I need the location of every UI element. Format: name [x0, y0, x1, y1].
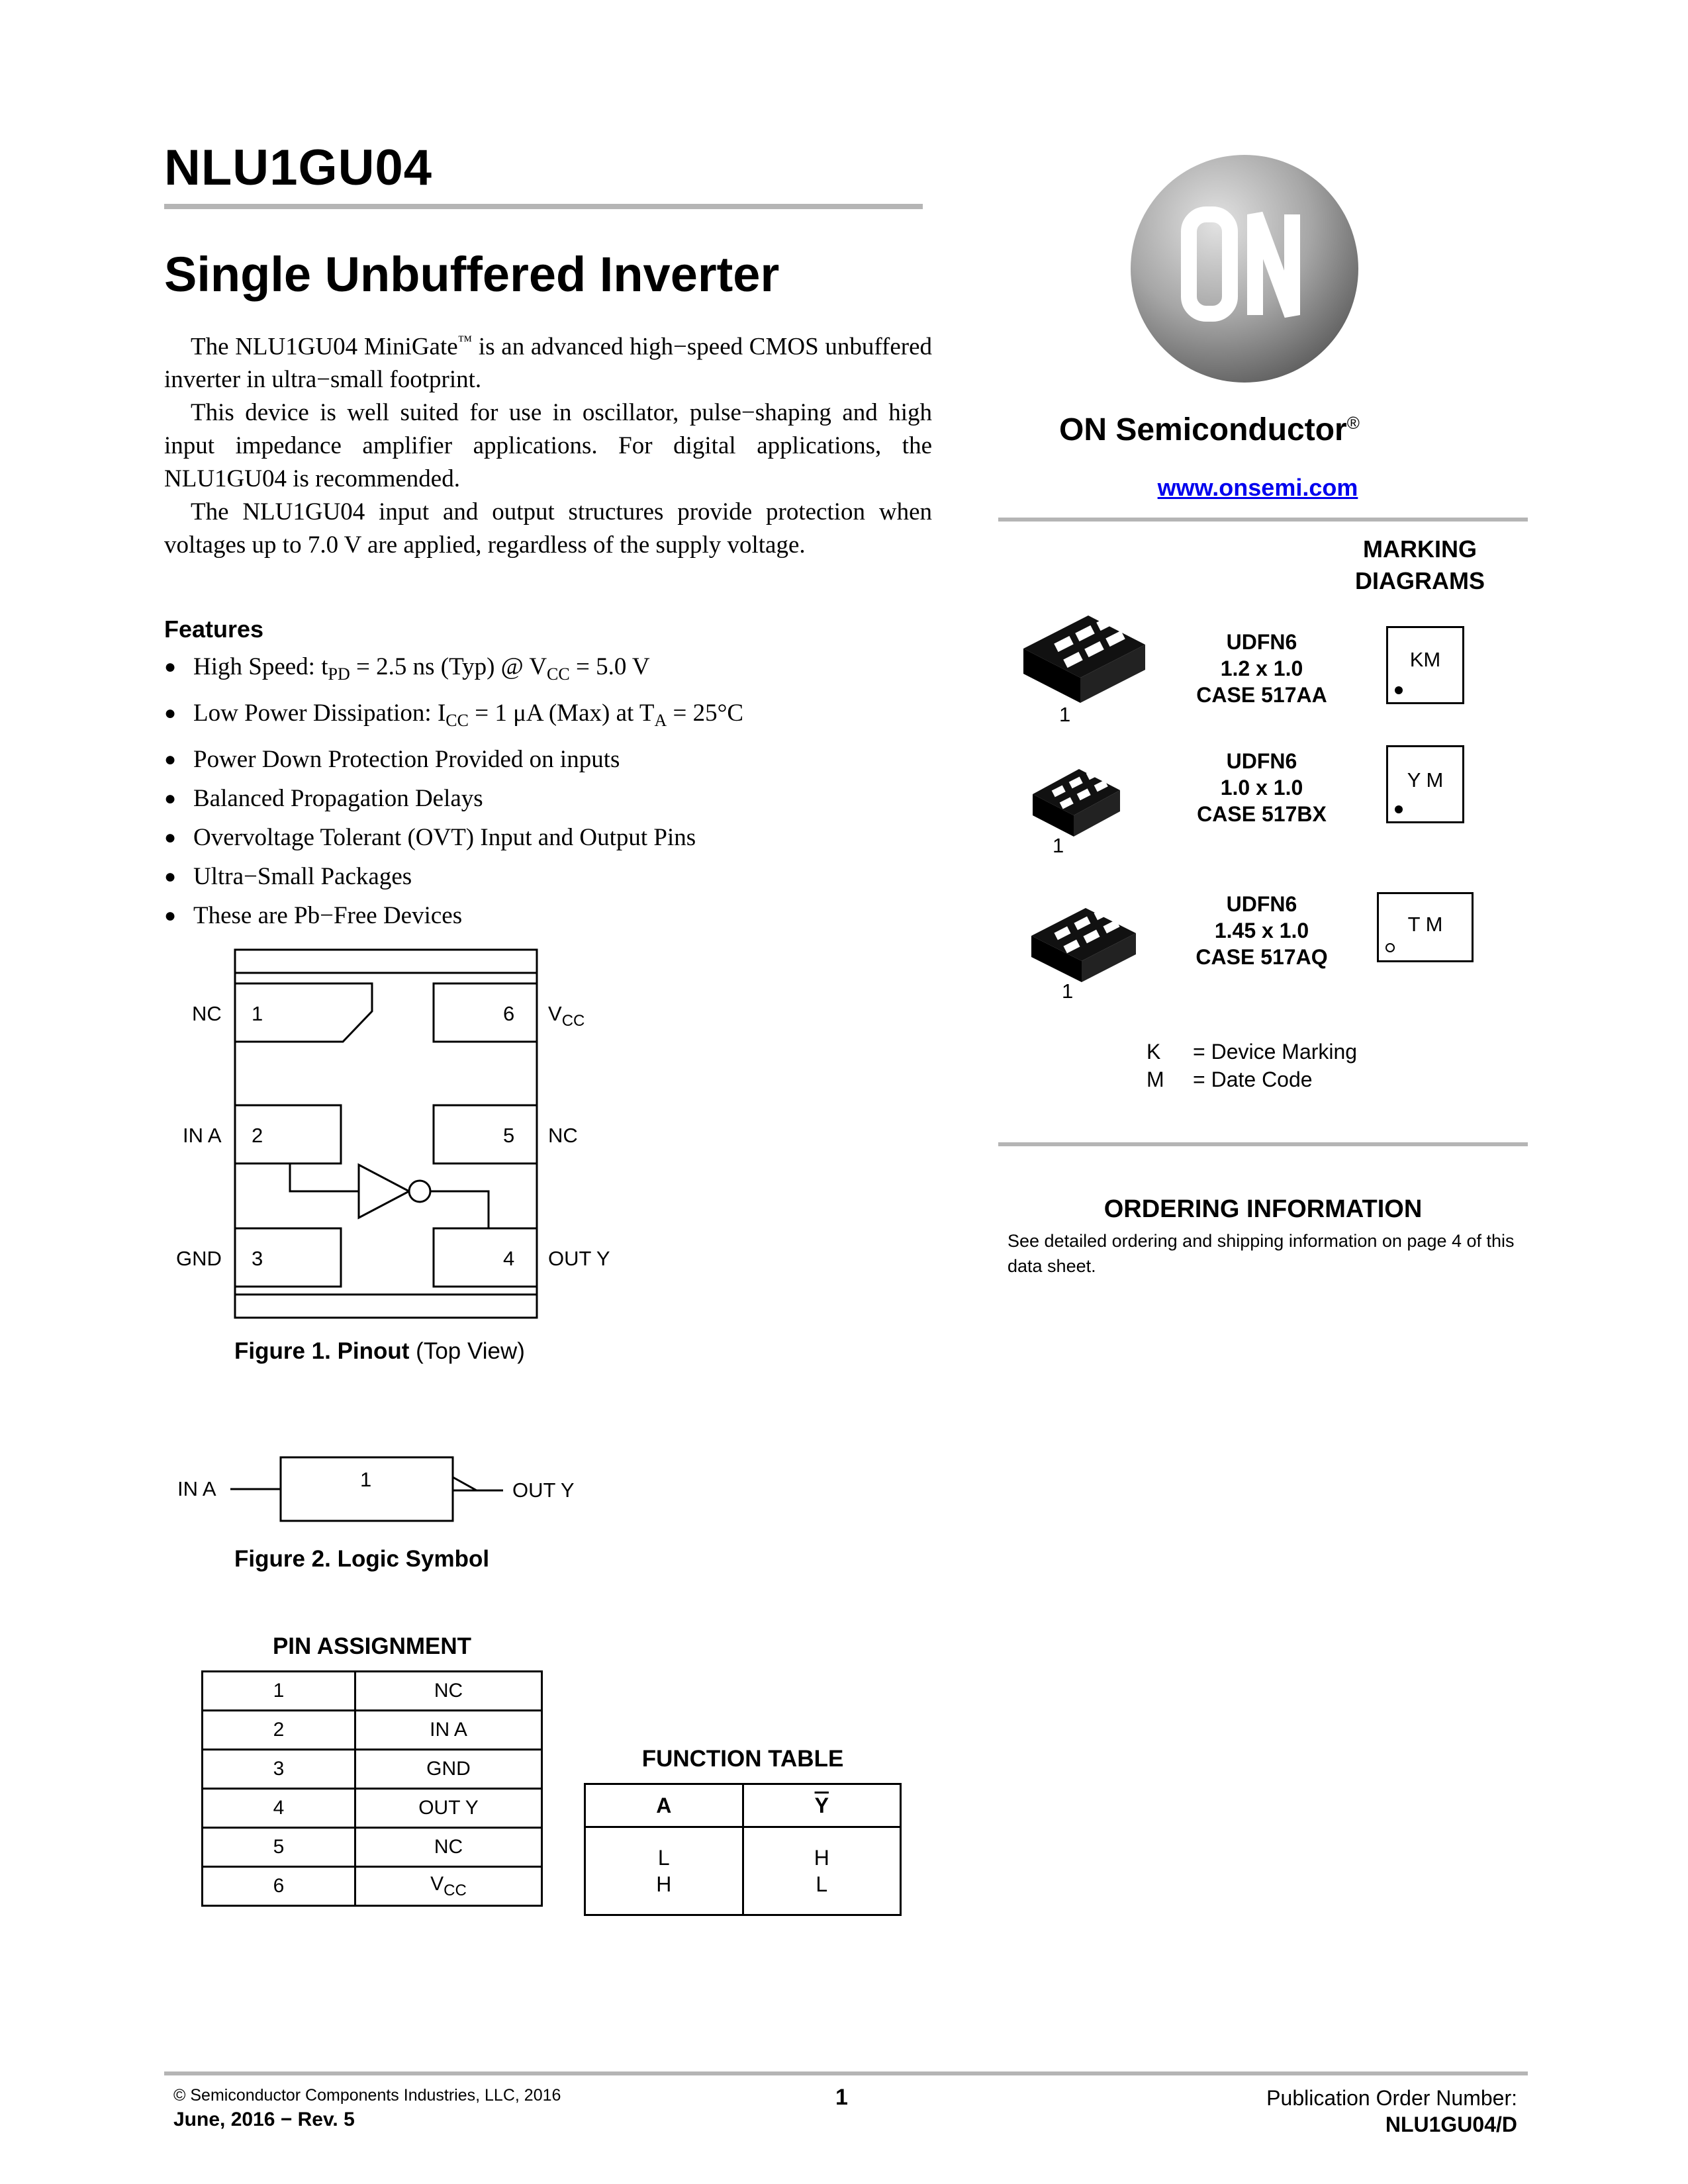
- figure-2-caption: Figure 2. Logic Symbol: [234, 1546, 490, 1572]
- pin-number-6: 6: [503, 1002, 515, 1025]
- input-wire: [290, 1163, 359, 1191]
- pin-assignment-table: [201, 1670, 543, 1907]
- features-heading: Features: [164, 615, 264, 643]
- list-item: ● Overvoltage Tolerant (OVT) Input and Output Pins: [164, 818, 743, 857]
- list-item: ● Ultra−Small Packages: [164, 857, 743, 896]
- header-divider: [164, 204, 923, 209]
- table-header-row: A $\overline{Y}$: [585, 1784, 901, 1827]
- on-logo: [1125, 150, 1364, 388]
- right-divider-1: [998, 518, 1528, 522]
- revision-date: June, 2016 − Rev. 5: [173, 2109, 355, 2130]
- function-table: [584, 1783, 902, 1916]
- pin1-circle-icon: [1385, 943, 1395, 952]
- description-paragraph-1: The NLU1GU04 MiniGate™ is an advanced high−speed CMOS unbuffered inverter in ultra−small footprint.: [164, 332, 932, 394]
- marking-diagrams-heading: MARKING DIAGRAMS: [1355, 535, 1485, 594]
- package-2-label: UDFN6 1.0 x 1.0 CASE 517BX: [1197, 749, 1327, 826]
- list-item: ● These are Pb−Free Devices: [164, 896, 743, 935]
- description-paragraph-2: This device is well suited for use in oscillator, pulse−shaping and high input impedance amplifier applications. For digital applications, the NLU1GU04 is recommended.: [164, 399, 932, 493]
- table-row: 2 IN A: [203, 1711, 542, 1750]
- pin-assignment-heading: PIN ASSIGNMENT: [272, 1633, 472, 1659]
- pin-label-nc-right: NC: [548, 1124, 578, 1147]
- package-1-label: UDFN6 1.2 x 1.0 CASE 517AA: [1196, 630, 1327, 707]
- description-paragraph-3: The NLU1GU04 input and output structures provide protection when voltages up to 7.0 V are applied, regardless of the supply voltage.: [164, 498, 932, 559]
- marking-legend: [1147, 1038, 1357, 1093]
- table-row: 3 GND: [203, 1750, 542, 1789]
- pin-number-4: 4: [503, 1247, 515, 1270]
- package-udfn6-517bx-image: [1033, 761, 1125, 843]
- pin-label-gnd: GND: [176, 1247, 222, 1270]
- table-row: 4 OUT Y: [203, 1789, 542, 1828]
- package-udfn6-517aa-image: [1023, 609, 1153, 708]
- pin-number-3: 3: [252, 1247, 263, 1270]
- package-1-pin1-label: 1: [1059, 703, 1071, 726]
- legend-item: M = Date Code: [1147, 1068, 1313, 1091]
- pin-label-vcc: $V_{CC}$: [548, 1002, 585, 1030]
- package-3-marking-box: T M: [1377, 892, 1474, 962]
- package-3-label: UDFN6 1.45 x 1.0 CASE 517AQ: [1196, 892, 1328, 969]
- pinout-diagram: [232, 946, 543, 1330]
- list-item: ● High Speed: $t_{PD} = 2.5$ ns (Typ) @ $V_{CC} = 5.0$ V: [164, 647, 743, 694]
- table-row: 6 $V_{CC}$: [203, 1867, 542, 1906]
- logic-input-label: IN A: [177, 1477, 216, 1500]
- package-udfn6-517aq-image: [1031, 901, 1144, 987]
- list-item: ● Power Down Protection Provided on inputs: [164, 740, 743, 779]
- pin-label-in-a: IN A: [183, 1124, 222, 1147]
- pin-number-1: 1: [252, 1002, 263, 1025]
- list-item: ● Low Power Dissipation: $I_{CC} = 1$ μA (Max) at $T_A = 25^\circ C$: [164, 694, 743, 740]
- ordering-text: See detailed ordering and shipping information on page 4 of this data sheet.: [1008, 1231, 1515, 1276]
- table-row: 1 NC: [203, 1672, 542, 1711]
- part-number: NLU1GU04: [164, 140, 432, 196]
- pin-number-5: 5: [503, 1124, 515, 1147]
- features-list: [164, 647, 743, 935]
- table-row: 5 NC: [203, 1828, 542, 1867]
- copyright: © Semiconductor Components Industries, LLC, 2016: [173, 2086, 561, 2105]
- pin1-dot-icon: [1395, 805, 1403, 813]
- package-2-marking-box: Y M: [1386, 745, 1464, 823]
- package-1-marking-box: KM: [1386, 626, 1464, 704]
- inverter-bubble: [409, 1181, 430, 1202]
- logic-box-label: 1: [360, 1468, 372, 1491]
- legend-item: K = Device Marking: [1147, 1040, 1358, 1064]
- package-3-pin1-label: 1: [1062, 979, 1074, 1003]
- figure-1-caption: Figure 1. Pinout (Top View): [234, 1338, 525, 1364]
- pin-label-out-y: OUT Y: [548, 1247, 610, 1270]
- website-link[interactable]: www.onsemi.com: [1157, 474, 1358, 501]
- pin1-dot-icon: [1395, 686, 1403, 694]
- function-table-heading: FUNCTION TABLE: [641, 1746, 844, 1772]
- page-title: Single Unbuffered Inverter: [164, 247, 780, 302]
- package-2-pin1-label: 1: [1053, 834, 1064, 857]
- output-wire: [430, 1191, 489, 1228]
- inverter-symbol: [359, 1165, 409, 1218]
- ordering-heading: ORDERING INFORMATION: [1103, 1195, 1423, 1223]
- brand-name: ON Semiconductor®: [1059, 412, 1360, 447]
- right-divider-2: [998, 1142, 1528, 1146]
- page-number: 1: [835, 2085, 848, 2110]
- pin-label-nc-left: NC: [192, 1002, 222, 1025]
- description: [164, 324, 932, 562]
- list-item: ● Balanced Propagation Delays: [164, 779, 743, 818]
- pin-number-2: 2: [252, 1124, 263, 1147]
- logic-output-label: OUT Y: [512, 1479, 575, 1502]
- footer-divider: [164, 2071, 1528, 2075]
- publication-order: Publication Order Number: NLU1GU04/D: [1266, 2086, 1517, 2136]
- table-row: L H H L: [585, 1827, 901, 1915]
